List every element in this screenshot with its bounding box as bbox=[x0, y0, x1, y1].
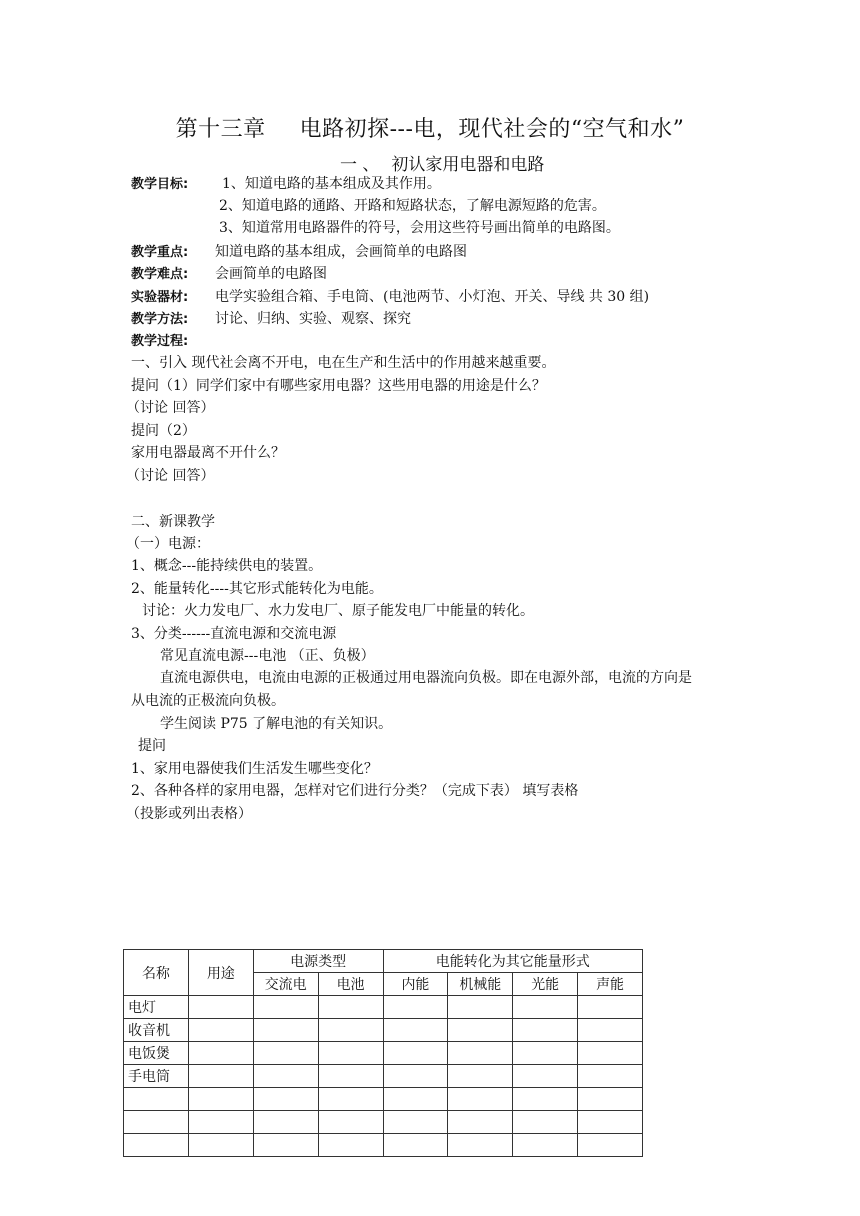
section-number: 一 、 bbox=[340, 155, 380, 175]
subheader-internal-energy: 内能 bbox=[383, 973, 448, 996]
row-name: 收音机 bbox=[124, 1019, 189, 1042]
table-cell bbox=[318, 1111, 383, 1134]
table-cell bbox=[188, 1088, 253, 1111]
body-line: 1、家用电器使我们生活发生哪些变化？ bbox=[131, 761, 378, 777]
table-cell bbox=[513, 1088, 578, 1111]
body-line: （讨论 回答） bbox=[126, 468, 215, 484]
row-name: 手电筒 bbox=[124, 1065, 189, 1088]
table-cell bbox=[188, 996, 253, 1019]
table-cell bbox=[513, 1042, 578, 1065]
table-cell bbox=[383, 1042, 448, 1065]
goals-row bbox=[131, 175, 188, 194]
row-name bbox=[124, 1111, 189, 1134]
table-cell bbox=[578, 1065, 643, 1088]
appliance-classification-table bbox=[123, 949, 643, 1157]
key-point-text: 知道电路的基本组成，会画简单的电路图 bbox=[215, 244, 467, 260]
body-line: 直流电源供电，电流由电源的正极通过用电器流向负极。即在电源外部，电流的方向是 bbox=[160, 670, 692, 686]
chapter-topic: 电路初探---电，现代社会的“空气和水” bbox=[299, 117, 685, 142]
table-cell bbox=[578, 1134, 643, 1157]
section-topic: 初认家用电器和电路 bbox=[391, 155, 545, 175]
body-line: 2、能量转化----其它形式能转化为电能。 bbox=[131, 581, 383, 597]
body-line: 常见直流电源---电池 （正、负极） bbox=[160, 648, 375, 664]
table-cell bbox=[188, 1111, 253, 1134]
table-cell bbox=[253, 1134, 318, 1157]
goals-label: 教学目标: bbox=[131, 177, 189, 192]
table-cell bbox=[318, 1065, 383, 1088]
body-line: 家用电器最离不开什么？ bbox=[131, 445, 285, 461]
table-row bbox=[124, 1042, 643, 1065]
body-line: 从电流的正极流向负极。 bbox=[131, 693, 285, 709]
table-cell bbox=[253, 1088, 318, 1111]
body-line: （投影或列出表格） bbox=[126, 806, 252, 822]
table-cell bbox=[383, 1088, 448, 1111]
table-cell bbox=[188, 1019, 253, 1042]
table-cell bbox=[188, 1134, 253, 1157]
table-cell bbox=[448, 1065, 513, 1088]
process-row bbox=[131, 332, 188, 351]
table-cell bbox=[383, 996, 448, 1019]
table-cell bbox=[513, 996, 578, 1019]
table-cell bbox=[578, 1111, 643, 1134]
equipment-text: 电学实验组合箱、手电筒、(电池两节、小灯泡、开关、导线 共 30 组) bbox=[215, 289, 650, 305]
table-row bbox=[124, 1019, 643, 1042]
body-line: 提问（1）同学们家中有哪些家用电器？这些用电器的用途是什么？ bbox=[131, 378, 546, 394]
table-cell bbox=[383, 1111, 448, 1134]
table-cell bbox=[448, 1088, 513, 1111]
table-row bbox=[124, 1088, 643, 1111]
difficulty-text: 会画简单的电路图 bbox=[215, 266, 327, 282]
table-cell bbox=[448, 1134, 513, 1157]
table-cell bbox=[578, 1042, 643, 1065]
table-cell bbox=[578, 1019, 643, 1042]
table-header-row bbox=[124, 950, 643, 973]
goal-item: 2、知道电路的通路、开路和短路状态，了解电源短路的危害。 bbox=[219, 198, 606, 214]
equipment-row bbox=[131, 288, 188, 307]
body-line: 3、分类------直流电源和交流电源 bbox=[131, 626, 337, 642]
subheader-sound-energy: 声能 bbox=[578, 973, 643, 996]
body-line: 提问（2） bbox=[131, 423, 196, 439]
chapter-number: 第十三章 bbox=[175, 117, 266, 142]
table-cell bbox=[318, 1134, 383, 1157]
header-name: 名称 bbox=[124, 950, 189, 996]
key-point-row bbox=[131, 243, 188, 262]
subheader-battery: 电池 bbox=[318, 973, 383, 996]
row-name bbox=[124, 1134, 189, 1157]
table-cell bbox=[383, 1065, 448, 1088]
table-cell bbox=[448, 1111, 513, 1134]
table-cell bbox=[383, 1134, 448, 1157]
method-row bbox=[131, 310, 188, 329]
table-cell bbox=[318, 996, 383, 1019]
chapter-title bbox=[0, 112, 860, 143]
table-cell bbox=[253, 996, 318, 1019]
equipment-label: 实验器材: bbox=[131, 290, 189, 305]
key-point-label: 教学重点: bbox=[131, 245, 189, 260]
goal-item: 1、知道电路的基本组成及其作用。 bbox=[222, 176, 441, 192]
table-cell bbox=[188, 1042, 253, 1065]
body-line: （一）电源： bbox=[126, 536, 210, 552]
header-use: 用途 bbox=[188, 950, 253, 996]
difficulty-row bbox=[131, 265, 188, 284]
table-cell bbox=[513, 1065, 578, 1088]
subheader-mechanical-energy: 机械能 bbox=[448, 973, 513, 996]
body-line: （讨论 回答） bbox=[126, 400, 215, 416]
table-cell bbox=[253, 1042, 318, 1065]
body-line: 2、各种各样的家用电器，怎样对它们进行分类？（完成下表） 填写表格 bbox=[131, 783, 579, 799]
table-cell bbox=[318, 1042, 383, 1065]
table-cell bbox=[448, 1019, 513, 1042]
table-cell bbox=[253, 1019, 318, 1042]
table-row bbox=[124, 1134, 643, 1157]
table-row bbox=[124, 1065, 643, 1088]
table-cell bbox=[448, 1042, 513, 1065]
method-label: 教学方法: bbox=[131, 312, 189, 327]
body-line: 学生阅读 P75 了解电池的有关知识。 bbox=[160, 716, 393, 732]
body-line: 提问 bbox=[138, 738, 166, 754]
table-cell bbox=[578, 996, 643, 1019]
table-row bbox=[124, 996, 643, 1019]
row-name: 电灯 bbox=[124, 996, 189, 1019]
difficulty-label: 教学难点: bbox=[131, 267, 189, 282]
table-cell bbox=[253, 1111, 318, 1134]
process-label: 教学过程: bbox=[131, 334, 189, 349]
table-cell bbox=[578, 1088, 643, 1111]
row-name bbox=[124, 1088, 189, 1111]
body-line: 一、引入 现代社会离不开电，电在生产和生活中的作用越来越重要。 bbox=[131, 355, 556, 371]
table-cell bbox=[318, 1019, 383, 1042]
body-line: 1、概念---能持续供电的装置。 bbox=[131, 558, 323, 574]
table-cell bbox=[318, 1088, 383, 1111]
method-text: 讨论、归纳、实验、观察、探究 bbox=[215, 311, 411, 327]
table-cell bbox=[188, 1065, 253, 1088]
subheader-ac: 交流电 bbox=[253, 973, 318, 996]
header-power-type: 电源类型 bbox=[253, 950, 383, 973]
goal-item: 3、知道常用电路器件的符号，会用这些符号画出简单的电路图。 bbox=[219, 220, 620, 236]
section-title bbox=[340, 150, 544, 175]
subheader-light-energy: 光能 bbox=[513, 973, 578, 996]
table-cell bbox=[383, 1019, 448, 1042]
table-cell bbox=[513, 1134, 578, 1157]
table-cell bbox=[513, 1111, 578, 1134]
header-energy-forms: 电能转化为其它能量形式 bbox=[383, 950, 643, 973]
table-cell bbox=[253, 1065, 318, 1088]
body-line: 讨论：火力发电厂、水力发电厂、原子能发电厂中能量的转化。 bbox=[142, 603, 534, 619]
table-cell bbox=[513, 1019, 578, 1042]
table-cell bbox=[448, 996, 513, 1019]
table-row bbox=[124, 1111, 643, 1134]
row-name: 电饭煲 bbox=[124, 1042, 189, 1065]
body-line: 二、新课教学 bbox=[131, 514, 215, 530]
